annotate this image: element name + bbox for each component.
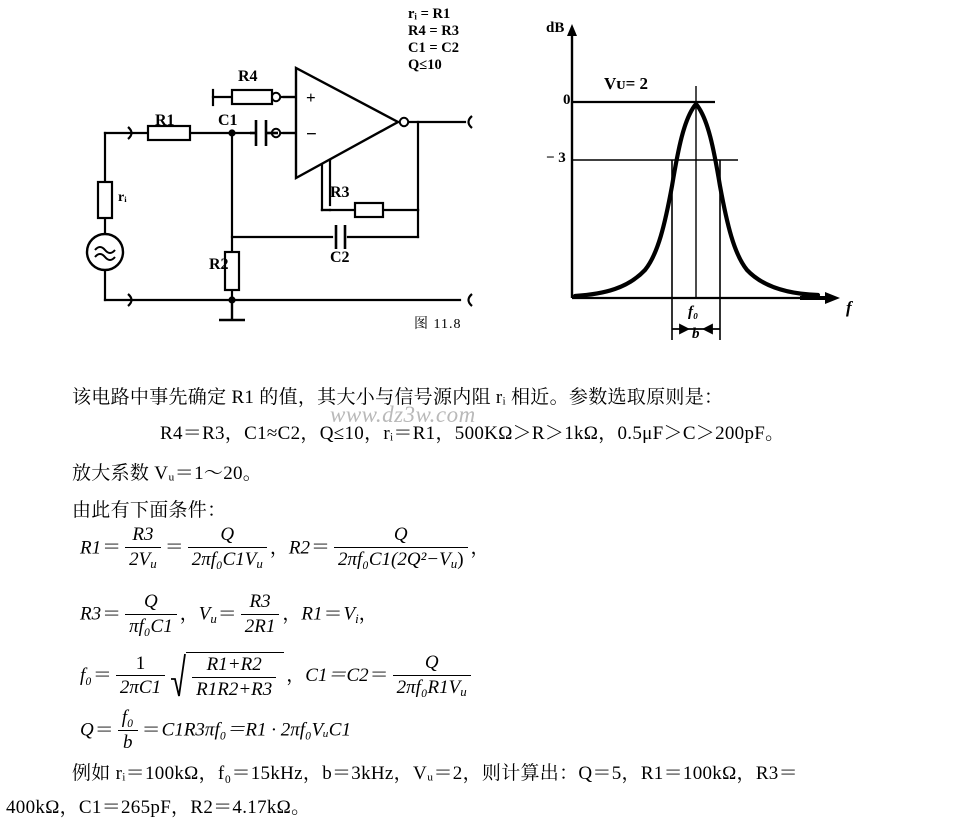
formula-vu-lhs: V [198,603,211,625]
paragraph-1: 该电路中事先确定 R1 的值，其大小与信号源内阻 rᵢ 相近。参数选取原则是： [72,387,724,408]
paragraph-2: 放大系数 Vᵤ＝1～20。 [72,463,263,484]
y-axis-label: dB [546,20,565,36]
label-r2: R2 [209,256,229,273]
paragraph-3: 由此有下面条件： [72,500,227,521]
resistor-ri [98,182,112,218]
formula-c1c2-lhs: C1＝C2 [305,665,369,687]
frequency-response-chart [500,0,960,360]
condition-item-0: rᵢ = R1 [408,6,451,22]
figure-area [0,0,960,360]
condition-item-2: C1 = C2 [408,40,459,56]
opamp-symbol [296,68,398,178]
formula-q-lhs: Q [80,719,94,741]
formula-r2-frac: $\frac{Q}{2\pi f_0C1(2Q^2-V_u)}$ [334,524,468,572]
formula-f0-lhs: f₀ [80,665,92,687]
formula-q: Q＝ $\frac{\text{f₀}}{b}$ ＝C1R3πf₀＝R1 · 2πf₀VᵤC1 [80,707,351,753]
ground-icon [219,300,245,320]
y-axis [567,24,577,298]
body-text [0,360,960,818]
opamp-plus-icon: + [306,88,316,107]
formula-r3-lhs: R3 [80,603,102,625]
capacitor-c1 [250,120,278,146]
junction-dot [228,129,235,136]
label-ri: rᵢ [118,190,127,205]
formula-f0-c1c2: f₀＝ $\frac{1}{2\pi C1}$ $\frac{R1+R2}{R1R2+R3}$ ，C1＝C2＝ $\frac{Q}{2\pi f_0R1V_u}$ [80,652,474,702]
formula-c1c2-frac: $\frac{Q}{2\pi f_0R1V_u}$ [393,652,471,700]
ytick-minus3: − 3 [546,150,566,166]
example-line-2: 400kΩ，C1＝265pF，R2＝4.17kΩ。 [6,797,311,818]
label-r4: R4 [238,68,258,85]
xmarker-b: b [692,326,700,342]
condition-item-3: Q≤10 [408,57,442,73]
label-r1: R1 [155,112,175,129]
formula-r3-vu: R3＝ $\frac{Q}{\text{πf₀C1}}$ ，$V_u=$ $\frac{R3}{2R1}$ ，$R1=V_i$， [80,591,378,637]
x-axis-label: f [846,298,852,317]
design-conditions-list [408,6,459,74]
formula-r1-frac2: $\frac{Q}{2\pi f_0C1V_u}$ [188,524,267,572]
xmarker-f0: f₀ [688,304,699,320]
watermark: www.dz3w.com [330,402,476,427]
formula-q-frac: $\frac{\text{f₀}}{b}$ [118,707,138,754]
formula-r3-frac: $\frac{Q}{\text{πf₀C1}}$ [125,591,177,638]
condition-item-1: R4 = R3 [408,23,459,39]
paragraph-1-formula: R4＝R3，C1≈C2，Q≤10，rᵢ＝R1，500KΩ＞R＞1kΩ，0.5μF＞C＞200pF。 [160,423,785,444]
formula-f0-sqrt: $\frac{R1+R2}{R1R2+R3}$ [170,652,284,702]
formula-f0-frac: $\frac{1}{2\pi C1}$ [116,653,165,700]
capacitor-c2 [336,225,345,249]
label-c2: C2 [330,249,350,266]
formula-vu-frac: $\frac{R3}{2R1}$ [241,591,280,638]
formula-r1-vi-lhs: R1 [301,603,323,625]
resistor-r3 [355,203,383,217]
opamp-minus-icon: − [306,124,317,145]
radical-icon [170,652,186,698]
figure-caption: 图 11.8 [414,317,462,332]
gain-annotation: Vᴜ= 2 [604,74,649,93]
label-r3: R3 [330,184,350,201]
ac-source-symbol [87,234,123,270]
formula-r1-frac1: $\frac{R3}{2V_u}$ [125,524,161,572]
resistor-r4 [232,90,272,104]
formula-r1-lhs: R1 [80,537,102,559]
label-c1: C1 [218,112,238,129]
formula-r2-lhs: R2 [288,537,310,559]
formula-r1-r2: R1＝ $\frac{R3}{2V_u}$ ＝ $\frac{Q}{2\pi f_0C1V_u}$ ，R2＝ $\frac{Q}{2\pi f_0C1(2Q^2-V_u)}$ ， [80,524,490,572]
ytick-0: 0 [563,92,571,108]
example-line-1: 例如 rᵢ＝100kΩ，f₀＝15kHz，b＝3kHz，Vᵤ＝2，则计算出：Q＝5，R1＝100kΩ，R3＝ [72,763,798,784]
